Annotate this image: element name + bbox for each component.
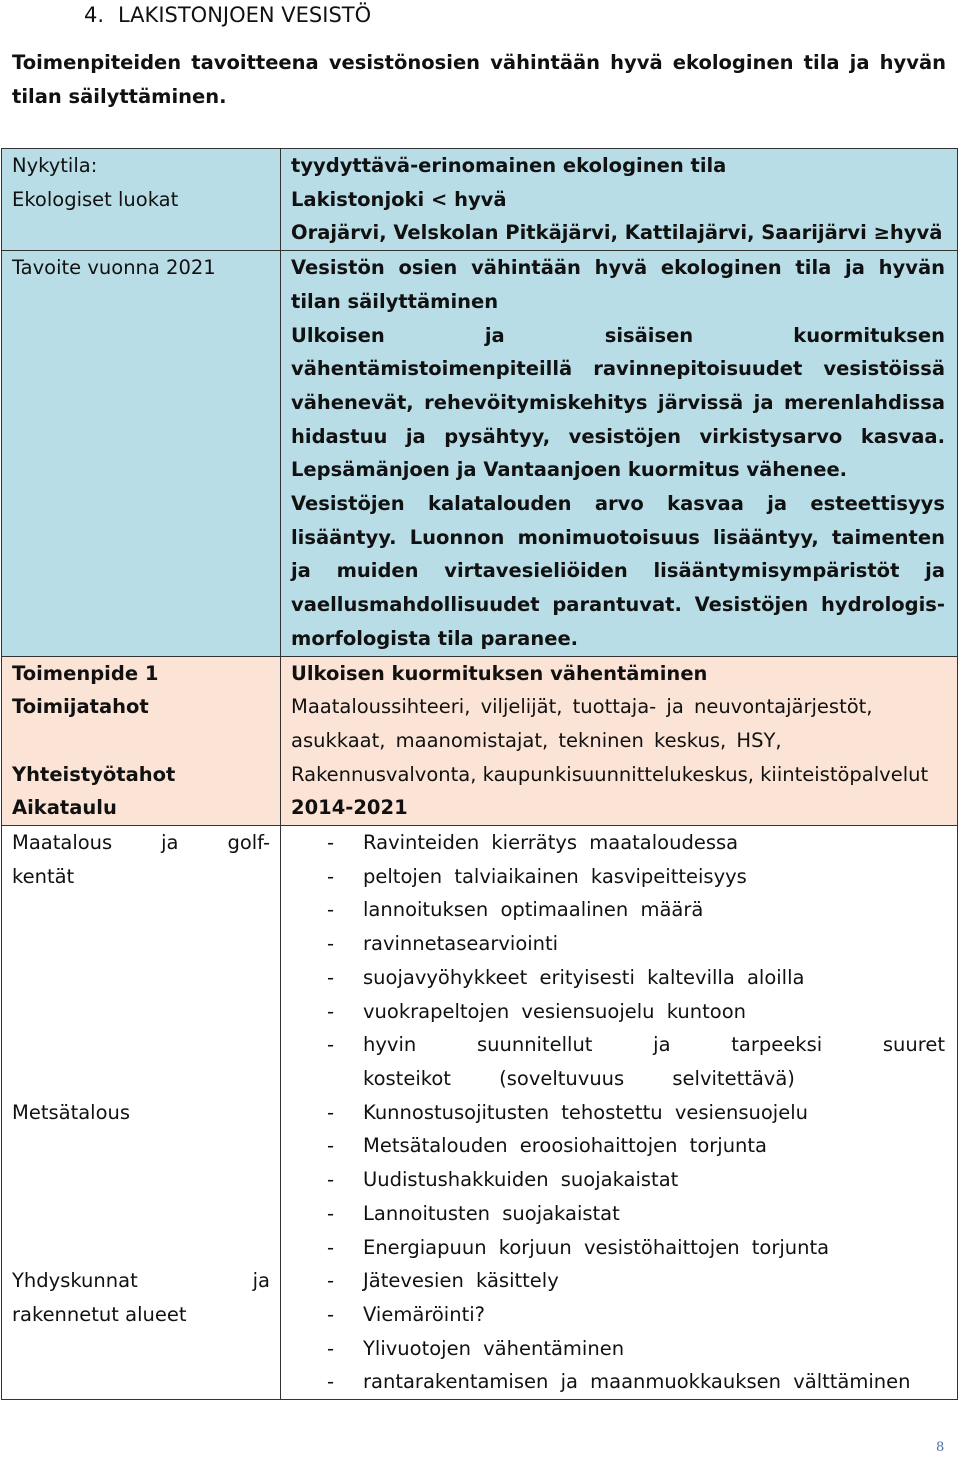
sector-label-communities: Yhdyskunnat ja rakennetut alueet (12, 1269, 270, 1326)
actions-cell (281, 826, 958, 1400)
intro-paragraph: Toimenpiteiden tavoitteena vesistönosien vähintään hyvä ekologinen tila ja hyvän tilan säilyttäminen. (12, 51, 946, 108)
action-list-agriculture (291, 826, 945, 1096)
sector-label-agriculture: Maatalous ja golf- kentät (12, 831, 270, 888)
list-item: - Kunnostusojitusten tehostettu vesiensuojelu (327, 1100, 808, 1124)
partners-label: Yhteistyötahot (12, 762, 176, 786)
actions-row (2, 826, 958, 1400)
measures-table (1, 148, 958, 1400)
schedule-label: Aikataulu (12, 796, 117, 820)
measure-row (2, 656, 958, 826)
list-item: - hyvin suunnitellut ja tarpeeksi suuret kosteikot (soveltuvuus selvitettävä) (327, 1033, 945, 1090)
actors-value: Maataloussihteeri, viljelijät, tuottaja- ja neuvontajärjestöt, asukkaat, maanomistajat, tekninen keskus, HSY, (291, 695, 873, 752)
list-item: - Metsätalouden eroosiohaittojen torjunta (327, 1134, 768, 1158)
goal-value-cell (281, 251, 958, 656)
list-item: - lannoituksen optimaalinen määrä (327, 898, 704, 922)
list-item: - Uudistushakkuiden suojakaistat (327, 1168, 679, 1192)
list-item: - ravinnetasearviointi (327, 932, 559, 956)
goal-paragraph: Ulkoisen ja sisäisen kuormituksen vähentämistoimenpiteillä ravinnepitoisuudet vesistöissä vähenevät, rehevöitymiskehitys järvissä ja merenlahdissa hidastuu ja pysähtyy, vesistöjen virkistysarvo kasvaa. Lepsämänjoen ja Vantaanjoen kuormitus vähenee. (291, 323, 945, 482)
list-item: - rantarakentamisen ja maanmuokkauksen välttäminen (327, 1370, 911, 1394)
list-item: - vuokrapeltojen vesiensuojelu kuntoon (327, 999, 747, 1023)
measure-label: Toimenpide 1 (12, 661, 159, 685)
list-item: - Jätevesien käsittely (327, 1269, 559, 1293)
status-row (2, 149, 958, 251)
list-item: - Ravinteiden kierrätys maataloudessa (327, 831, 739, 855)
goal-label: Tavoite vuonna 2021 (12, 256, 216, 280)
sector-label-forestry: Metsätalous (12, 1100, 131, 1124)
status-line: Lakistonjoki < hyvä (291, 187, 507, 211)
status-line: Orajärvi, Velskolan Pitkäjärvi, Kattilajärvi, Saarijärvi ≥hyvä (291, 221, 943, 245)
measure-label-cell (2, 656, 281, 826)
action-list-forestry (291, 1096, 945, 1265)
goal-paragraph: Vesistöjen kalatalouden arvo kasvaa ja esteettisyys lisääntyy. Luonnon monimuotoisuus lisääntyy, taimenten ja muiden virtavesieliöiden lisääntymisympäristöt ja vaellusmahdollisuudet parantuvat. Vesistöjen hydrologis-morfologista tila paranee. (291, 492, 945, 650)
section-title: LAKISTONJOEN VESISTÖ (118, 3, 372, 27)
partners-value: Rakennusvalvonta, kaupunkisuunnittelukeskus, kiinteistöpalvelut (291, 762, 929, 786)
status-value-cell (281, 149, 958, 251)
goal-paragraph: Vesistön osien vähintään hyvä ekologinen tila ja hyvän tilan säilyttäminen (291, 256, 945, 313)
action-list-communities (291, 1264, 945, 1399)
list-item: - Lannoitusten suojakaistat (327, 1201, 620, 1225)
list-item: - Ylivuotojen vähentäminen (327, 1336, 625, 1360)
list-item: - peltojen talviaikainen kasvipeitteisyys (327, 864, 747, 888)
schedule-value: 2014-2021 (291, 796, 408, 820)
section-heading (84, 0, 371, 30)
actors-label: Toimijatahot (12, 695, 149, 719)
measure-value: Ulkoisen kuormituksen vähentäminen (291, 661, 708, 685)
list-item: - Energiapuun korjuun vesistöhaittojen torjunta (327, 1235, 830, 1259)
status-line: tyydyttävä-erinomainen ekologinen tila (291, 154, 727, 177)
sector-label-cell (2, 826, 281, 1400)
measure-value-cell (281, 656, 958, 826)
list-item: - suojavyöhykkeet erityisesti kaltevilla aloilla (327, 965, 805, 989)
goal-label-cell (2, 251, 281, 656)
list-item: - Viemäröinti? (327, 1302, 485, 1326)
page-number: 8 (936, 1440, 945, 1455)
goal-row (2, 251, 958, 656)
status-sublabel: Ekologiset luokat (12, 187, 179, 211)
status-label-cell (2, 149, 281, 251)
status-label: Nykytila: (12, 154, 98, 177)
section-number: 4. (84, 3, 105, 27)
